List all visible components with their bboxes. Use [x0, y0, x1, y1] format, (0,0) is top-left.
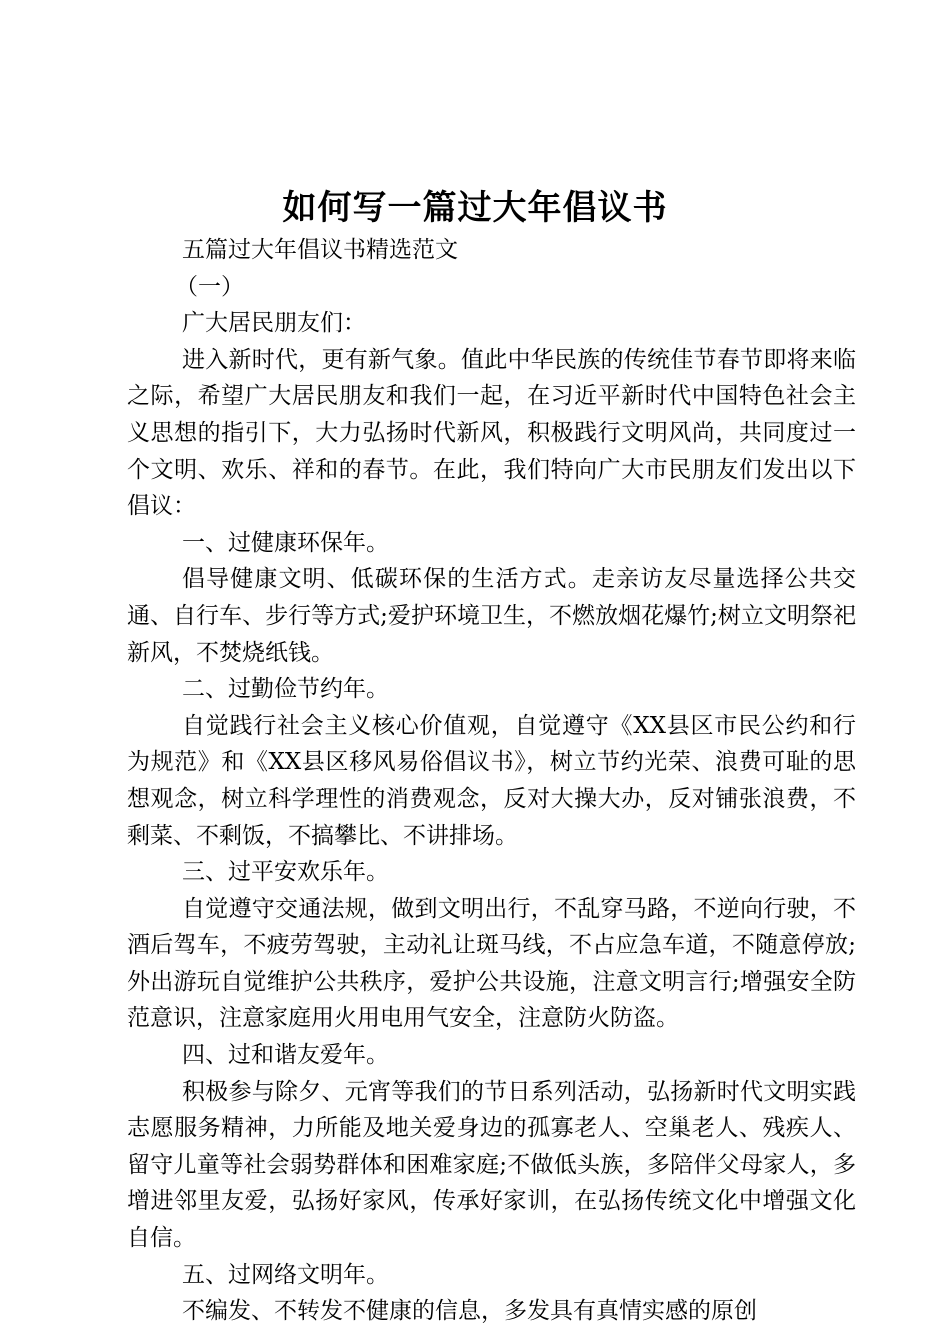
section-number-paragraph: （一） — [175, 273, 244, 300]
subtitle-paragraph: 五篇过大年倡议书精选范文 — [182, 237, 458, 263]
salutation-paragraph: 广大居民朋友们： — [182, 310, 366, 337]
body-frugal-paragraph: 自觉践行社会主义核心价值观，自觉遵守《XX县区市民公约和行为规范》和《XX县区移风易俗倡议书》，树立节约光荣、浪费可耻的思想观念，树立科学理性的消费观念，反对大操大办，反对铺张浪费，不剩菜、不剩饭，不搞攀比、不讲排场。 — [127, 712, 856, 849]
heading-network-paragraph: 五、过网络文明年。 — [182, 1261, 389, 1288]
body-health-paragraph: 倡导健康文明、低碳环保的生活方式。走亲访友尽量选择公共交通、自行车、步行等方式;爱护环境卫生，不燃放烟花爆竹;树立文明祭祀新风，不焚烧纸钱。 — [127, 566, 856, 666]
heading-frugal-paragraph: 二、过勤俭节约年。 — [182, 676, 389, 703]
document-body — [127, 232, 856, 1330]
heading-health-paragraph: 一、过健康环保年。 — [182, 529, 389, 556]
body-safety-paragraph: 自觉遵守交通法规，做到文明出行，不乱穿马路，不逆向行驶，不酒后驾车，不疲劳驾驶，主动礼让斑马线，不占应急车道，不随意停放;外出游玩自觉维护公共秩序，爱护公共设施，注意文明言行;增强安全防范意识，注意家庭用火用电用气安全，注意防火防盗。 — [127, 895, 856, 1032]
intro-paragraph: 进入新时代，更有新气象。值此中华民族的传统佳节春节即将来临之际，希望广大居民朋友和我们一起，在习近平新时代中国特色社会主义思想的指引下，大力弘扬时代新风，积极践行文明风尚，共同度过一个文明、欢乐、祥和的春节。在此，我们特向广大市民朋友们发出以下倡议： — [127, 346, 856, 520]
document-title: 如何写一篇过大年倡议书 — [282, 188, 668, 228]
body-harmony-paragraph: 积极参与除夕、元宵等我们的节日系列活动，弘扬新时代文明实践志愿服务精神，力所能及地关爱身边的孤寡老人、空巢老人、残疾人、留守儿童等社会弱势群体和困难家庭;不做低头族，多陪伴父母家人，多增进邻里友爱，弘扬好家风，传承好家训，在弘扬传统文化中增强文化自信。 — [127, 1078, 856, 1252]
body-network-paragraph: 不编发、不转发不健康的信息，多发具有真情实感的原创 — [182, 1298, 757, 1325]
heading-safety-paragraph: 三、过平安欢乐年。 — [182, 859, 389, 886]
heading-harmony-paragraph: 四、过和谐友爱年。 — [182, 1042, 389, 1069]
